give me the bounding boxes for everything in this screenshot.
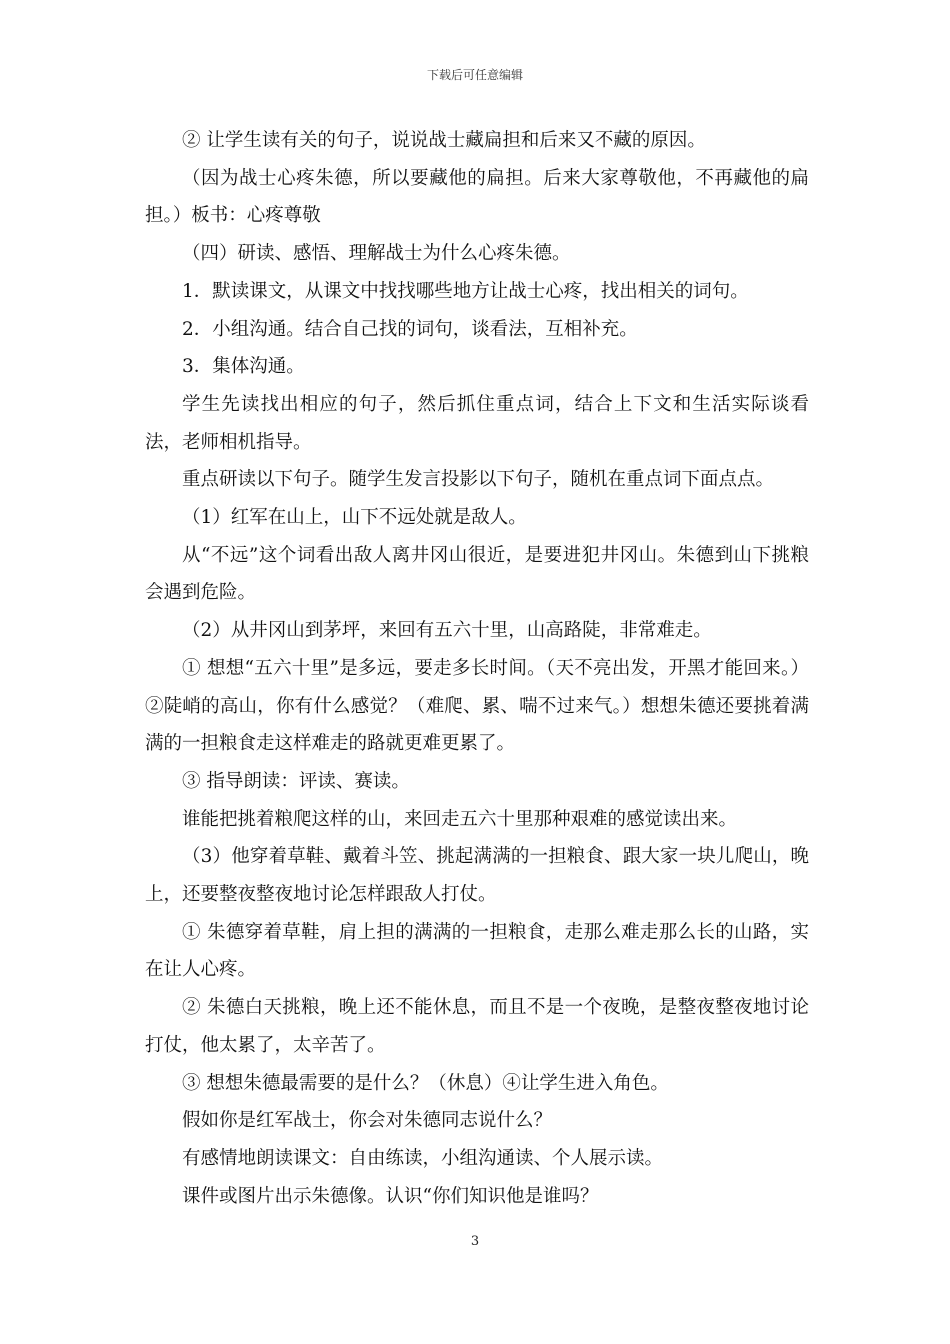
paragraph: 有感情地朗读课文：自由练读，小组沟通读、个人展示读。	[182, 1147, 664, 1169]
paragraph: 重点研读以下句子。随学生发言投影以下句子，随机在重点词下面点点。	[182, 469, 775, 491]
paragraph: 假如你是红军战士，你会对朱德同志说什么？	[182, 1110, 553, 1132]
paragraph: ① 朱德穿着草鞋，肩上担的满满的一担粮食，走那么难走那么长的山路，实在让人心疼。	[145, 921, 809, 981]
paragraph: ① 想想“五六十里”是多远，要走多长时间。（天不亮出发，开黑才能回来。）②陡峭的高山，你有什么感觉？（难爬、累、喘不过来气。）想想朱德还要挑着满满的一担粮食走这样难走的路就更难更累了。	[145, 657, 809, 755]
paragraph: （因为战士心疼朱德，所以要藏他的扁担。后来大家尊敬他，不再藏他的扁担。）板书：心疼尊敬	[145, 167, 809, 227]
paragraph: 课件或图片出示朱德像。认识“你们知识他是谁吗？	[182, 1185, 599, 1207]
paragraph: ② 让学生读有关的句子，说说战士藏扁担和后来又不藏的原因。	[182, 130, 706, 151]
paragraph: （3）他穿着草鞋、戴着斗笠、挑起满满的一担粮食、跟大家一块儿爬山，晚上，还要整夜整夜地讨论怎样跟敌人打仗。	[145, 846, 809, 906]
paragraph: （四）研读、感悟、理解战士为什么心疼朱德。	[182, 243, 571, 265]
paragraph: （1）红军在山上，山下不远处就是敌人。	[182, 507, 527, 529]
paragraph: 谁能把挑着粮爬这样的山，来回走五六十里那种艰难的感觉读出来。	[182, 808, 738, 830]
paragraph: ② 朱德白天挑粮，晚上还不能休息，而且不是一个夜晚，是整夜整夜地讨论打仗，他太累了，太辛苦了。	[145, 997, 809, 1056]
page-number: 3	[470, 1234, 480, 1249]
paragraph: 1．默读课文，从课文中找找哪些地方让战士心疼，找出相关的词句。	[182, 280, 749, 302]
paragraph: 学生先读找出相应的句子，然后抓住重点词，结合上下文和生活实际谈看法，老师相机指导。	[145, 393, 809, 453]
paragraph: ③ 想想朱德最需要的是什么？（休息）④让学生进入角色。	[182, 1072, 669, 1094]
paragraph: ③ 指导朗读：评读、赛读。	[182, 770, 410, 792]
document-body	[145, 122, 809, 1215]
paragraph: 3．集体沟通。	[182, 356, 305, 378]
page-header: 下载后可任意编辑	[426, 68, 523, 82]
paragraph: （2）从井冈山到茅坪，来回有五六十里，山高路陡，非常难走。	[182, 620, 712, 642]
paragraph: 从“不远”这个词看出敌人离井冈山很近，是要进犯井冈山。朱德到山下挑粮会遇到危险。	[145, 544, 809, 604]
paragraph: 2．小组沟通。结合自己找的词句，谈看法，互相补充。	[182, 318, 638, 340]
